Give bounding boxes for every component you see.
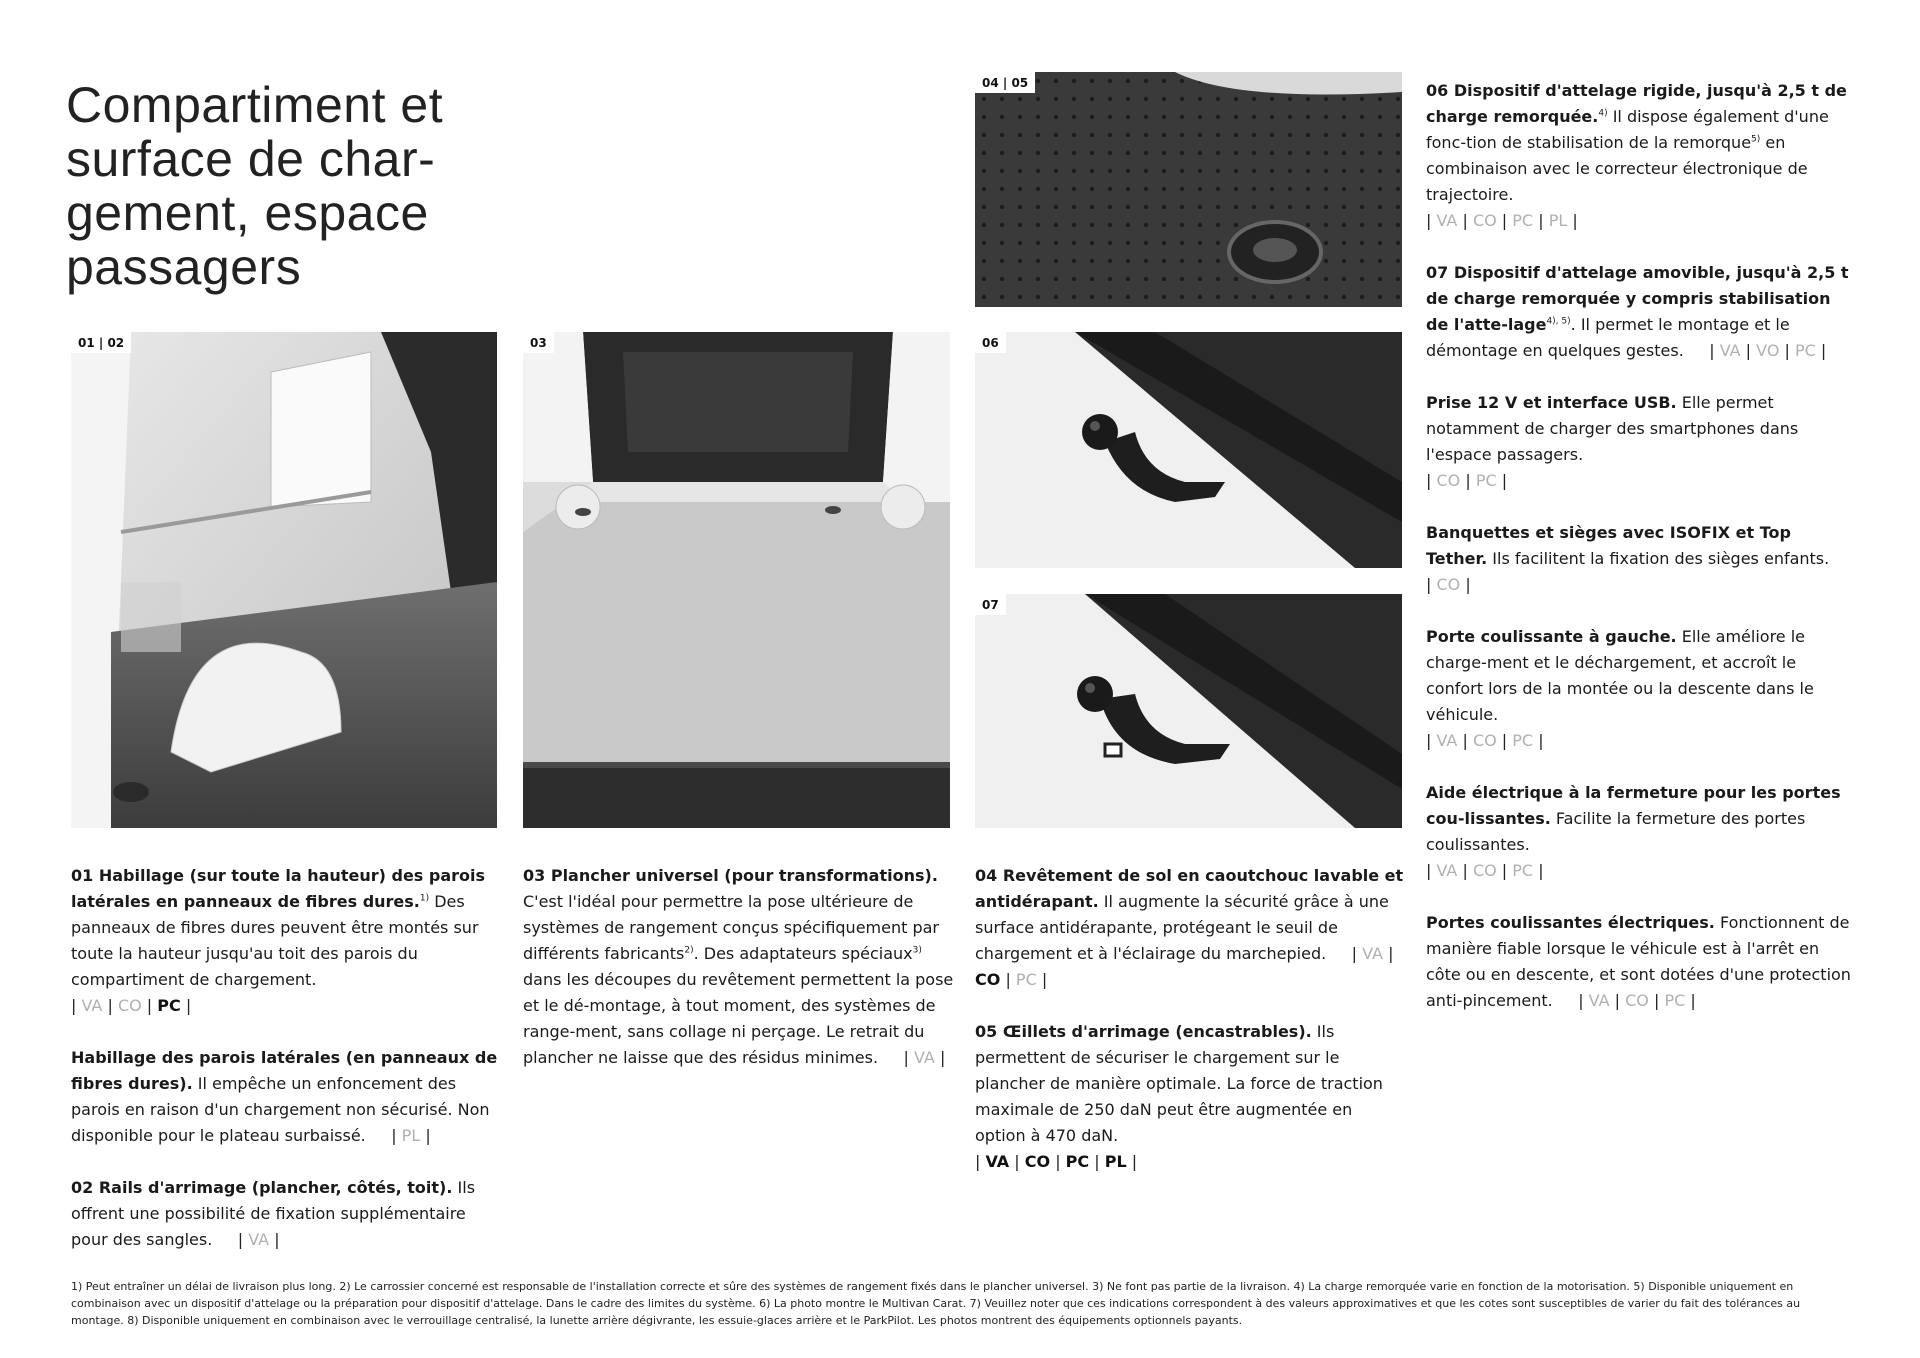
paragraph-side-panels-full <box>71 863 503 1019</box>
paragraph-heading: Banquettes et sièges avec ISOFIX et Top Tether. <box>1426 523 1791 568</box>
text-column-2 <box>523 863 955 1097</box>
model-codes: | VA | <box>237 1230 280 1249</box>
text-column-4 <box>1426 78 1854 1040</box>
paragraph-heading: Portes coulissantes électriques. <box>1426 913 1715 932</box>
photo-fixed-towbar <box>975 332 1402 568</box>
paragraph-rubber-floor <box>975 863 1407 993</box>
model-codes: | VA | CO | PC | PL | <box>975 1152 1138 1171</box>
footnote-ref: 2) <box>684 945 694 956</box>
paragraph-body: en combinaison avec le correcteur électronique de trajectoire. <box>1426 133 1808 204</box>
image-tag: 03 <box>523 332 554 353</box>
model-codes: | VA | VO | PC | <box>1709 341 1827 360</box>
paragraph-heading: 06 Dispositif d'attelage rigide, jusqu'à 2,5 t de charge remorquée. <box>1426 81 1847 126</box>
paragraph-body: Des panneaux de fibres dures peuvent être montés sur toute la hauteur jusqu'au toit des parois du compartiment de chargement. <box>71 892 479 989</box>
photo-removable-towbar-graphic <box>975 594 1402 828</box>
model-codes: | CO | <box>1426 575 1471 594</box>
image-tag: 07 <box>975 594 1006 615</box>
paragraph-body: Il empêche un enfoncement des parois en raison d'un chargement non sécurisé. Non disponible pour le plateau surbaissé. <box>71 1074 490 1145</box>
paragraph-body: Il dispose également d'une fonc-tion de stabilisation de la remorque <box>1426 107 1829 152</box>
paragraph-body: Elle permet notamment de charger des smartphones dans l'espace passagers. <box>1426 393 1799 464</box>
paragraph-heading: 05 Œillets d'arrimage (encastrables). <box>975 1022 1312 1041</box>
photo-rubber-floor-graphic <box>975 72 1402 307</box>
model-codes: | VA | CO | PC | <box>71 996 192 1015</box>
footnotes: 1) Peut entraîner un délai de livraison plus long. 2) Le carrossier concerné est responsable de l'installation correcte et sûre des systèmes de rangement fixés dans le plancher universel. 3) Ne font pas partie de la livraison. 4) La charge remorquée varie en fonction de la motorisation. 5) Disponible uniquement en combinaison avec un dispositif d'attelage ou la préparation pour dispositif d'attelage. Dans le cadre des limites du système. 6) La photo montre le Multivan Carat. 7) Veuillez noter que ces indications correspondent à des valeurs approximatives et que les cotes sont susceptibles de varier du fait des tolérances au montage. 8) Disponible uniquement en combinaison avec le verrouillage centralisé, la lunette arrière dégivrante, les essuie-glaces arrière et le ParkPilot. Les photos montrent des équipements optionnels payants. <box>71 1280 1801 1327</box>
paragraph-door-closing-aid <box>1426 780 1854 884</box>
photo-side-panels <box>71 332 497 828</box>
image-tag: 01 | 02 <box>71 332 131 353</box>
paragraph-lashing-eyes <box>975 1019 1407 1175</box>
paragraph-body: Ils permettent de sécuriser le chargement sur le plancher de manière optimale. La force de traction maximale de 250 daN peut être augmentée en option à 470 daN. <box>975 1022 1383 1145</box>
footnote-ref: 3) <box>912 945 922 956</box>
photo-fixed-towbar-graphic <box>975 332 1402 568</box>
model-codes: | VA | CO | PC | PL | <box>1426 211 1578 230</box>
title-line: gement, espace <box>66 185 429 241</box>
footnote-ref: 4), 5) <box>1546 316 1571 327</box>
footnote-ref: 4) <box>1598 108 1608 119</box>
paragraph-heading: Aide électrique à la fermeture pour les portes cou-lissantes. <box>1426 783 1841 828</box>
paragraph-universal-floor <box>523 863 955 1071</box>
paragraph-lashing-rails <box>71 1175 503 1253</box>
photo-universal-floor-graphic <box>523 332 950 828</box>
paragraph-body: Facilite la fermeture des portes coulissantes. <box>1426 809 1806 854</box>
page-title <box>66 78 586 294</box>
model-codes: | CO | PC | <box>1426 471 1508 490</box>
model-codes: | VA | CO | PC | <box>1578 991 1696 1010</box>
paragraph-body: Fonctionnent de manière fiable lorsque le véhicule est à l'arrêt en côte ou en descente, et sont dotées d'une protection anti-pincement. <box>1426 913 1851 1010</box>
model-codes: | VA | <box>903 1048 946 1067</box>
title-line: surface de char- <box>66 131 436 187</box>
paragraph-heading: 02 Rails d'arrimage (plancher, côtés, toit). <box>71 1178 453 1197</box>
paragraph-heading: 04 Revêtement de sol en caoutchouc lavable et antidérapant. <box>975 866 1404 911</box>
paragraph-heading: 01 Habillage (sur toute la hauteur) des parois latérales en panneaux de fibres dures. <box>71 866 486 911</box>
paragraph-side-panels <box>71 1045 503 1149</box>
model-codes: | VA | CO | PC | <box>1426 731 1544 750</box>
model-codes: | PL | <box>391 1126 431 1145</box>
paragraph-body: Ils offrent une possibilité de fixation supplémentaire pour des sangles. <box>71 1178 476 1249</box>
paragraph-heading: Prise 12 V et interface USB. <box>1426 393 1677 412</box>
paragraph-removable-towbar <box>1426 260 1854 364</box>
photo-removable-towbar <box>975 594 1402 828</box>
paragraph-body: . Il permet le montage et le démontage en quelques gestes. <box>1426 315 1790 360</box>
model-codes: | VA | CO | PC | <box>1426 861 1544 880</box>
paragraph-body: C'est l'idéal pour permettre la pose ultérieure de systèmes de rangement conçus spécifiquement par différents fabricants <box>523 892 939 963</box>
photo-universal-floor <box>523 332 950 828</box>
paragraph-body: Ils facilitent la fixation des sièges enfants. <box>1487 549 1830 568</box>
model-codes: | VA | CO | PC | <box>975 944 1394 989</box>
photo-rubber-floor <box>975 72 1402 307</box>
text-column-1 <box>71 863 503 1279</box>
paragraph-heading: 07 Dispositif d'attelage amovible, jusqu'à 2,5 t de charge remorquée y compris stabilisation de l'atte-lage <box>1426 263 1849 334</box>
paragraph-heading: 03 Plancher universel (pour transformations). <box>523 866 938 885</box>
paragraph-body: . Des adaptateurs spéciaux <box>693 944 913 963</box>
paragraph-heading: Habillage des parois latérales (en panneaux de fibres dures). <box>71 1048 498 1093</box>
paragraph-fixed-towbar <box>1426 78 1854 234</box>
paragraph-heading: Porte coulissante à gauche. <box>1426 627 1677 646</box>
footnote-ref: 5) <box>1751 134 1761 145</box>
paragraph-electric-sliding-doors <box>1426 910 1854 1014</box>
paragraph-body: Elle améliore le charge-ment et le déchargement, et accroît le confort lors de la montée ou la descente dans le véhicule. <box>1426 627 1814 724</box>
text-column-3 <box>975 863 1407 1201</box>
image-tag: 04 | 05 <box>975 72 1035 93</box>
paragraph-left-sliding-door <box>1426 624 1854 754</box>
title-line: Compartiment et <box>66 77 444 133</box>
paragraph-usb-socket <box>1426 390 1854 494</box>
paragraph-isofix <box>1426 520 1854 598</box>
photo-side-panels-graphic <box>71 332 497 828</box>
image-tag: 06 <box>975 332 1006 353</box>
footnote-ref: 1) <box>419 893 430 904</box>
paragraph-body: Il augmente la sécurité grâce à une surface antidérapante, protégeant le seuil de chargement et à l'éclairage du marchepied. <box>975 892 1389 963</box>
title-line: passagers <box>66 239 302 295</box>
paragraph-body: dans les découpes du revêtement permettent la pose et le dé-montage, à tout moment, des systèmes de range-ment, sans collage ni perçage. Le retrait du plancher ne laisse que des résidus minimes. <box>523 970 954 1067</box>
